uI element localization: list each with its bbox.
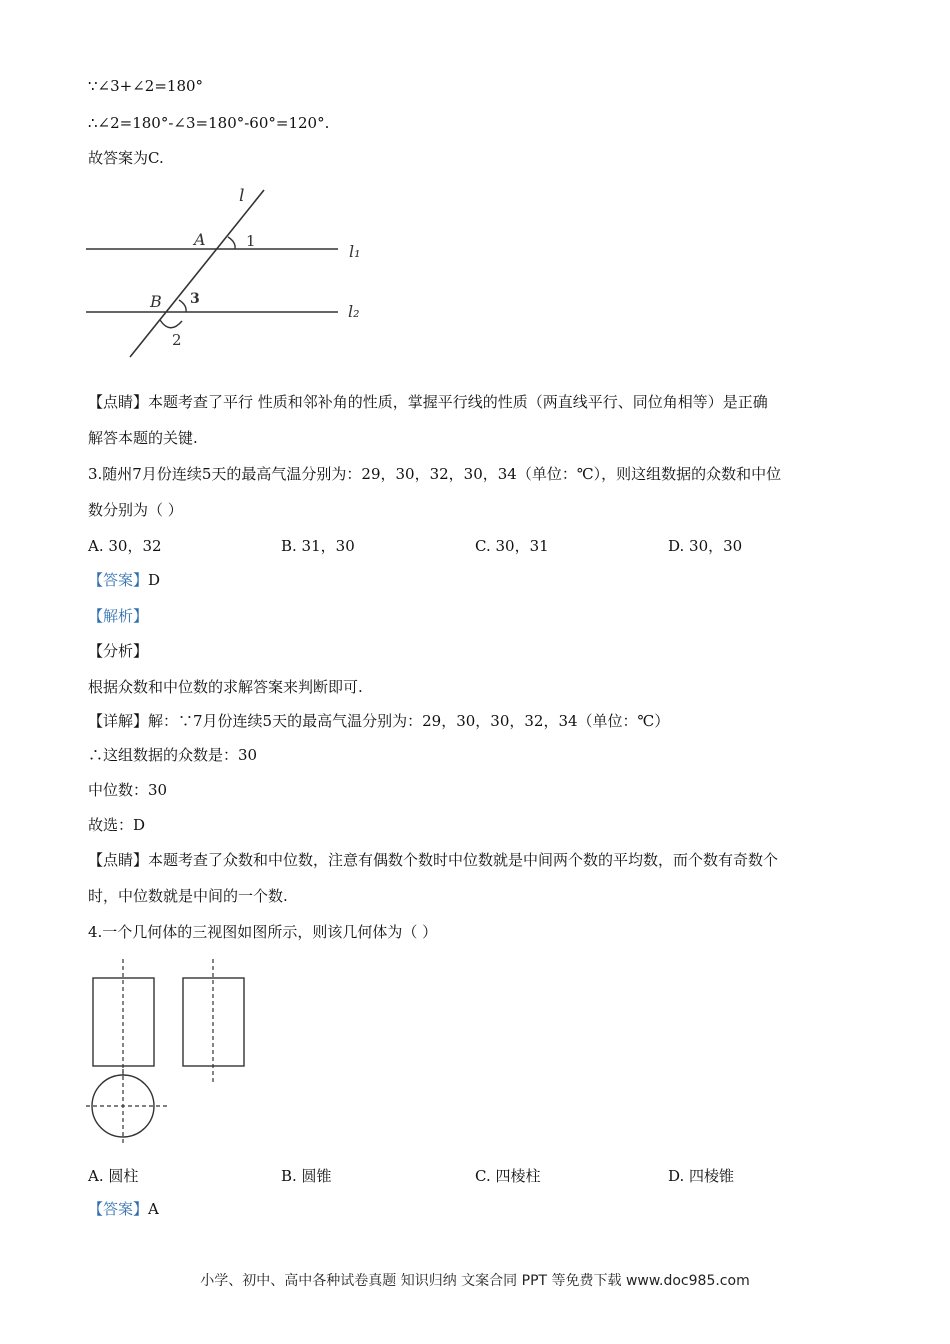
label-B: B bbox=[150, 292, 162, 311]
median-line: 中位数：30 bbox=[88, 781, 168, 799]
fenxi-text: 根据众数和中位数的求解答案来判断即可. bbox=[88, 678, 363, 696]
dianjing-text: 本题考查了平行 性质和邻补角的性质，掌握平行线的性质（两直线平行、同位角相等）是正确 bbox=[148, 393, 768, 411]
dianjing-1-line-a bbox=[88, 392, 768, 412]
q4-option-d: D. 四棱锥 bbox=[668, 1167, 735, 1185]
dianjing-1-line-b: 解答本题的关键. bbox=[88, 429, 198, 447]
q4-option-a: A. 圆柱 bbox=[88, 1167, 139, 1185]
jiexi-tag: 【解析】 bbox=[88, 607, 149, 625]
answer-value: A bbox=[148, 1200, 159, 1218]
q3-option-d: D. 30，30 bbox=[668, 537, 743, 555]
fenxi-tag: 【分析】 bbox=[88, 642, 149, 660]
answer-tag: 【答案】 bbox=[88, 1200, 149, 1218]
choice-line: 故选：D bbox=[88, 816, 146, 834]
dianjing-tag: 【点睛】 bbox=[88, 851, 149, 869]
question-3-line-b: 数分别为（ ） bbox=[88, 501, 183, 519]
label-angle-3: 3 bbox=[190, 291, 200, 307]
parallel-lines-figure bbox=[84, 185, 384, 365]
label-l: l bbox=[239, 186, 245, 206]
q3-option-b: B. 31，30 bbox=[281, 537, 355, 555]
answer-value: D bbox=[148, 571, 161, 589]
dianjing-tag: 【点睛】 bbox=[88, 393, 149, 411]
xiangjie-line bbox=[88, 711, 669, 731]
xiangjie-tag: 【详解】 bbox=[88, 712, 149, 730]
question-3-line-a: 3.随州7月份连续5天的最高气温分别为：29，30，32，30，34（单位：℃），则这组数据的众数和中位 bbox=[88, 465, 782, 483]
dianjing-2-line-a bbox=[88, 850, 778, 870]
label-angle-1: 1 bbox=[246, 232, 256, 250]
q3-option-a: A. 30，32 bbox=[88, 537, 162, 555]
mode-line: ∴这组数据的众数是：30 bbox=[88, 746, 258, 764]
label-l2: l₂ bbox=[348, 302, 360, 321]
answer-3-line bbox=[88, 570, 160, 590]
question-4-line: 4.一个几何体的三视图如图所示，则该几何体为（ ） bbox=[88, 923, 438, 941]
q4-option-b: B. 圆锥 bbox=[281, 1167, 332, 1185]
q4-option-c: C. 四棱柱 bbox=[475, 1167, 541, 1185]
xiangjie-text: 解：∵7月份连续5天的最高气温分别为：29，30，30，32，34（单位：℃） bbox=[148, 712, 670, 730]
dianjing-2-line-b: 时，中位数就是中间的一个数. bbox=[88, 887, 288, 905]
label-angle-2: 2 bbox=[172, 331, 182, 349]
conclusion-line: 故答案为C. bbox=[88, 149, 164, 167]
q3-option-c: C. 30，31 bbox=[475, 537, 549, 555]
three-views-figure bbox=[84, 955, 264, 1155]
label-A: A bbox=[194, 230, 206, 249]
proof-line-1: ∵∠3+∠2=180° bbox=[88, 77, 204, 95]
label-l1: l₁ bbox=[349, 242, 361, 261]
answer-4-line bbox=[88, 1199, 159, 1219]
dianjing-text: 本题考查了众数和中位数，注意有偶数个数时中位数就是中间两个数的平均数，而个数有奇数个 bbox=[148, 851, 779, 869]
page-footer: 小学、初中、高中各种试卷真题 知识归纳 文案合同 PPT 等免费下载 www.doc985.com bbox=[200, 1273, 750, 1289]
answer-tag: 【答案】 bbox=[88, 571, 149, 589]
proof-line-2: ∴∠2=180°-∠3=180°-60°=120°. bbox=[88, 114, 330, 132]
